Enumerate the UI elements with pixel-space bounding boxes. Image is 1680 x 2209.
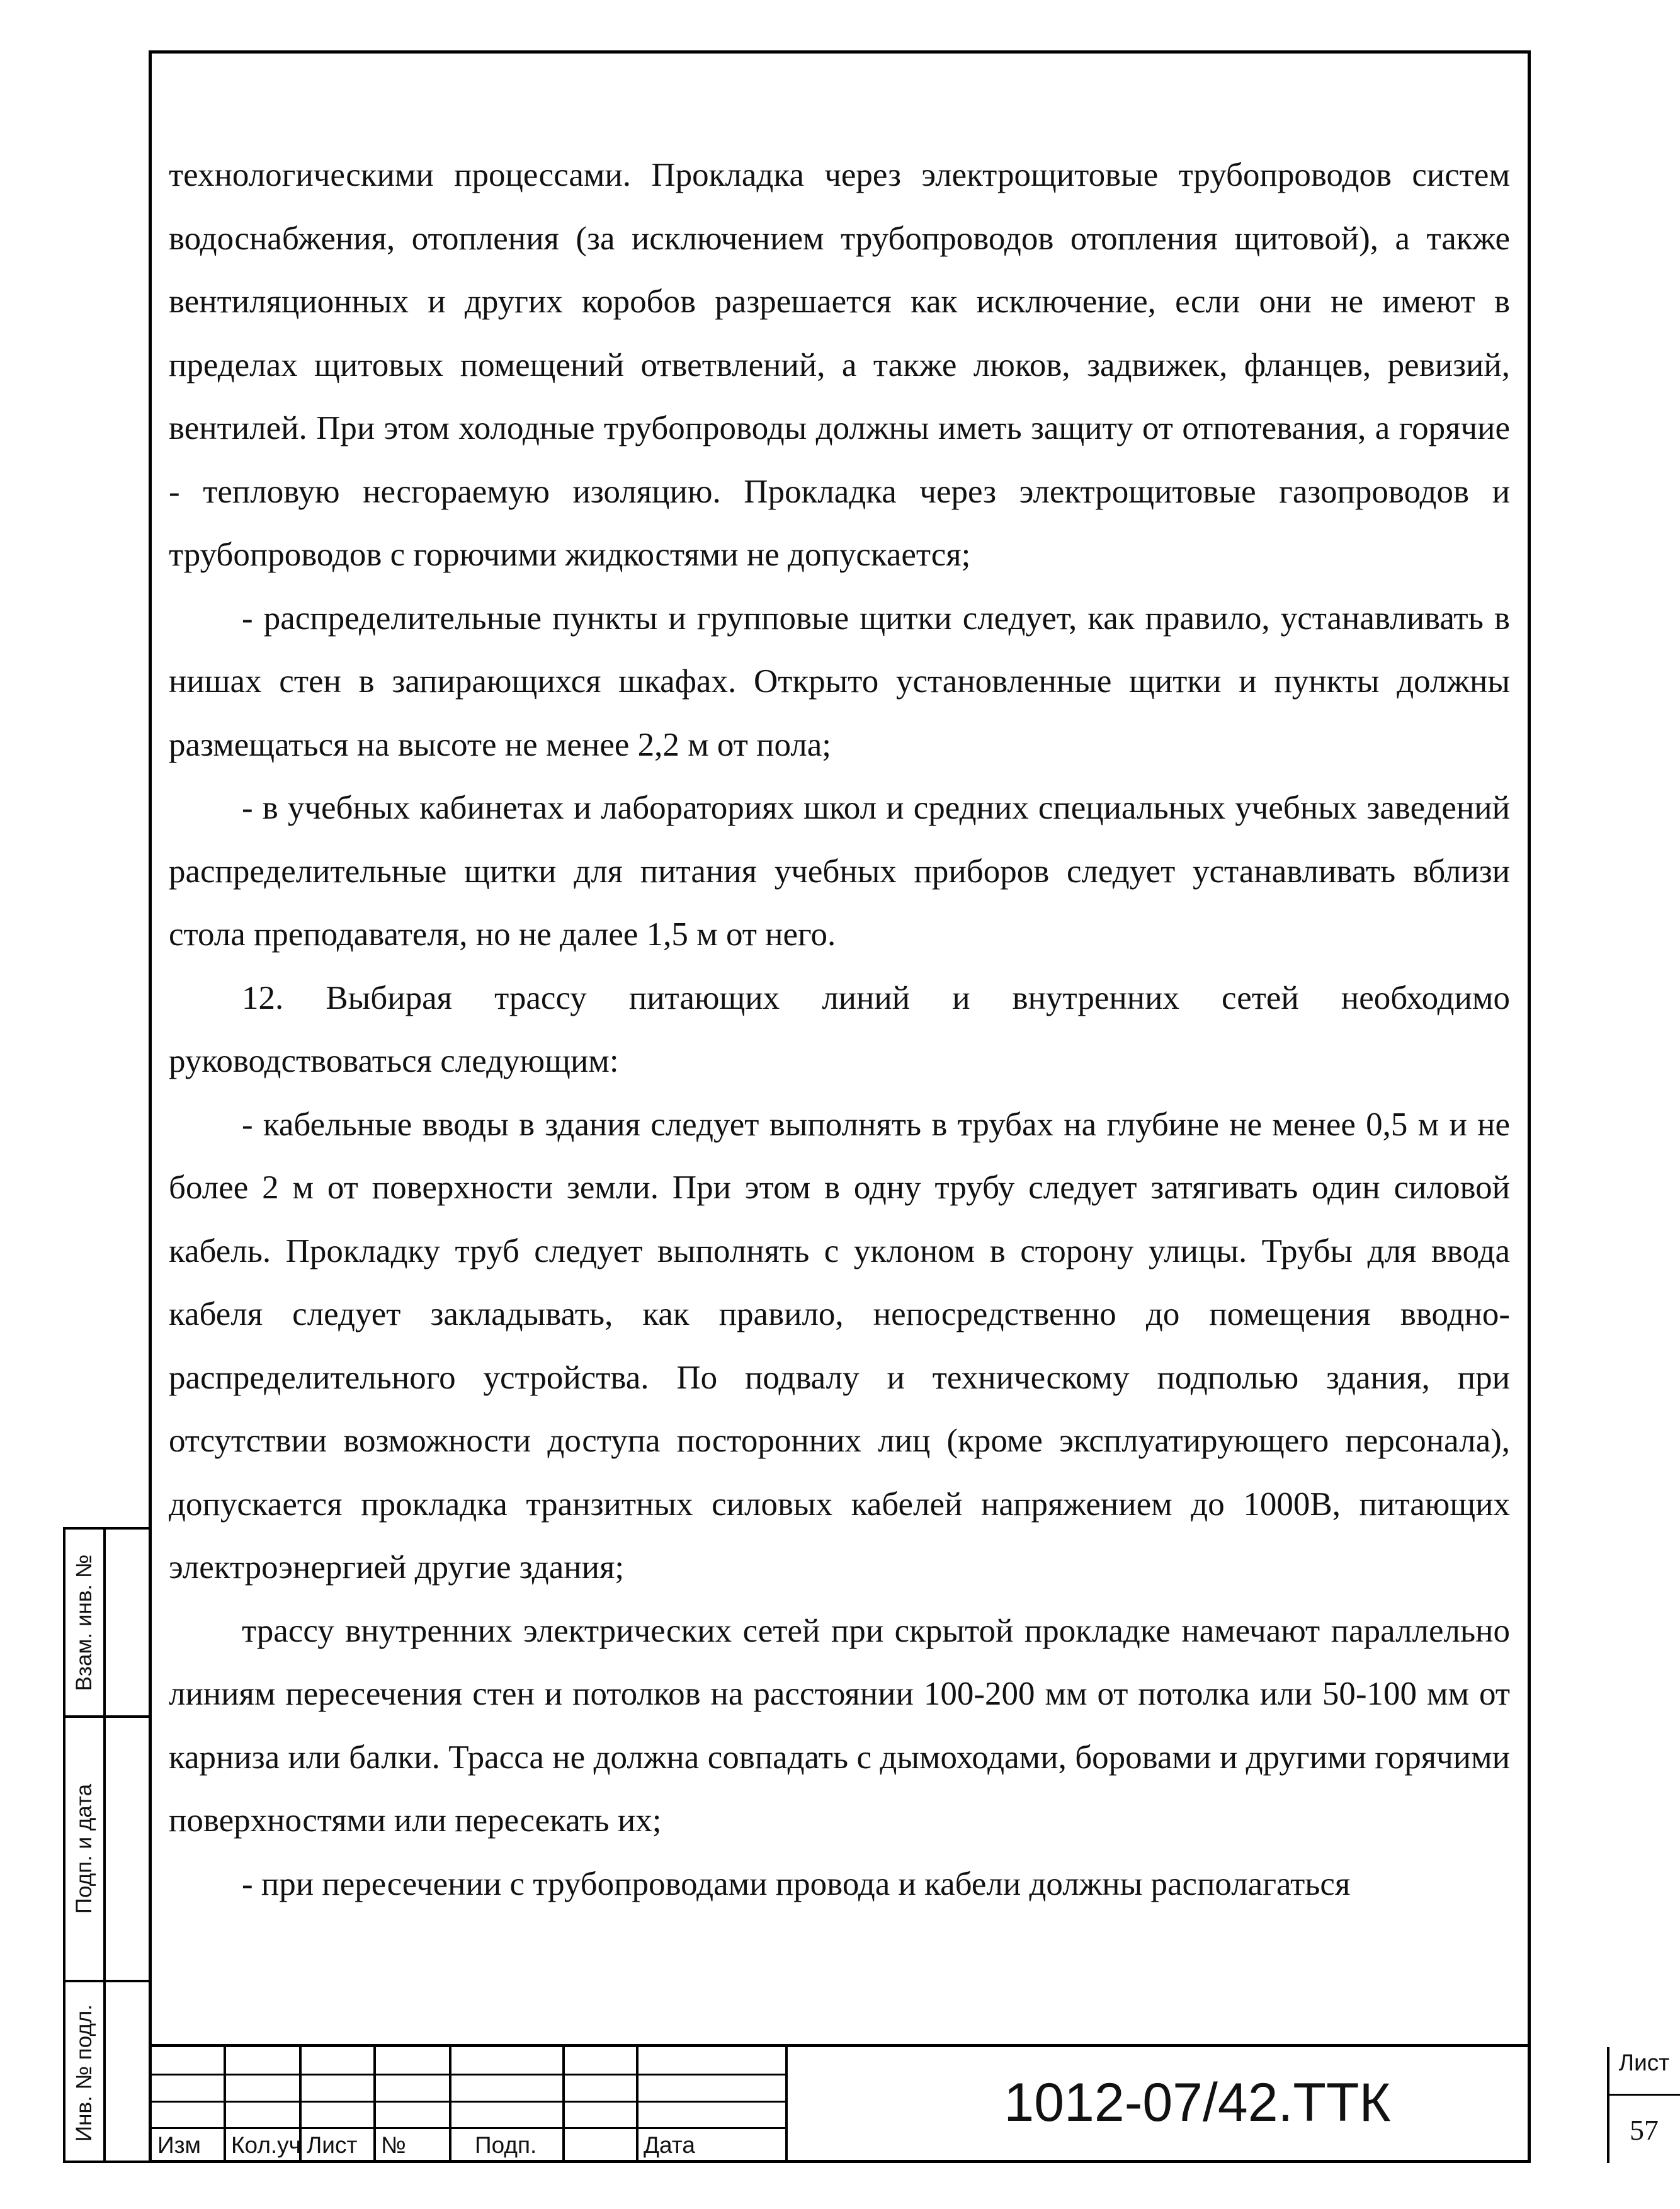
- side-stamp-label: Инв. № подл.: [72, 2004, 96, 2142]
- side-stamp: [63, 1527, 149, 2163]
- paragraph: трассу внутренних электрических сетей при скрытой прокладке намечают параллельно линиям пересечения стен и потолков на расстоянии 100-200 мм от потолка или 50-100 мм от карниза или балки. Трасса не должна совпадать с дымоходами, боровами и другими горячими поверхностями или пересекать их;: [169, 1612, 1510, 1839]
- side-stamp-cell-replacement: [65, 1530, 149, 1718]
- title-block-column-line: [449, 2047, 451, 2163]
- paragraph: - кабельные вводы в здания следует выполнять в трубах на глубине не менее 0,5 м и не более 2 м от поверхности земли. При этом в одну трубу следует затягивать один силовой кабель. Прокладку труб следует выполнять с уклоном в сторону улицы. Трубы для ввода кабеля следует закладывать, как правило, непосредственно до помещения вводно-распределительного устройства. По подвалу и техническому подполью здания, при отсутствии возможности доступа посторонних лиц (кроме эксплуатирующего персонала), допускается прокладка транзитных силовых кабелей напряжением до 1000В, питающих электроэнергией другие здания;: [169, 1106, 1510, 1586]
- side-stamp-label: Подп. и дата: [72, 1783, 96, 1914]
- paragraph: - при пересечении с трубопроводами провода и кабели должны располагаться: [242, 1865, 1351, 1902]
- sheet-label: Лист: [1618, 2050, 1670, 2076]
- document-code: 1012-07/42.ТТК: [1004, 2072, 1391, 2133]
- title-block-row-line: [149, 2101, 786, 2103]
- header-list: Лист: [307, 2132, 358, 2158]
- side-stamp-cell-signature-date: [65, 1718, 149, 1982]
- side-stamp-label: Взам. инв. №: [72, 1554, 96, 1691]
- sheet-box: [1608, 2047, 1680, 2163]
- sheet-box-divider: [1608, 2094, 1680, 2096]
- side-stamp-cell-original-inventory: [65, 1982, 149, 2163]
- header-izm: Изм: [157, 2132, 201, 2158]
- header-kol-uch: Кол.уч: [231, 2132, 301, 2158]
- header-number: №: [381, 2132, 406, 2158]
- paragraph: - в учебных кабинетах и лабораториях школ и средних специальных учебных заведений распределительные щитки для питания учебных приборов следует устанавливать вблизи стола преподавателя, но не далее 1,5 м от него.: [169, 790, 1510, 953]
- header-date: Дата: [644, 2132, 695, 2158]
- title-block-column-line: [562, 2047, 565, 2163]
- document-body: [169, 144, 1510, 1916]
- title-block: [149, 2044, 1670, 2163]
- sheet-number: 57: [1630, 2114, 1659, 2146]
- paragraph: - распределительные пункты и групповые щитки следует, как правило, устанавливать в нишах стен в запирающихся шкафах. Открыто установленные щитки и пункты должны размещаться на высоте не менее 2,2 м от пола;: [169, 599, 1510, 763]
- paragraph: 12. Выбирая трассу питающих линий и внутренних сетей необходимо руководствоваться следующим:: [169, 979, 1510, 1079]
- paragraph: технологическими процессами. Прокладка через электрощитовые трубопроводов систем водоснабжения, отопления (за исключением трубопроводов отопления щитовой), а также вентиляционных и других коробов разрешается как исключение, если они не имеют в пределах щитовых помещений ответвлений, а также люков, задвижек, фланцев, ревизий, вентилей. При этом холодные трубопроводы должны иметь защиту от отпотевания, а горячие - тепловую несгораемую изоляцию. Прокладка через электрощитовые газопроводов и трубопроводов с горючими жидкостями не допускается;: [169, 157, 1510, 573]
- title-block-row-line: [149, 2074, 786, 2076]
- header-signature: Подп.: [475, 2132, 537, 2158]
